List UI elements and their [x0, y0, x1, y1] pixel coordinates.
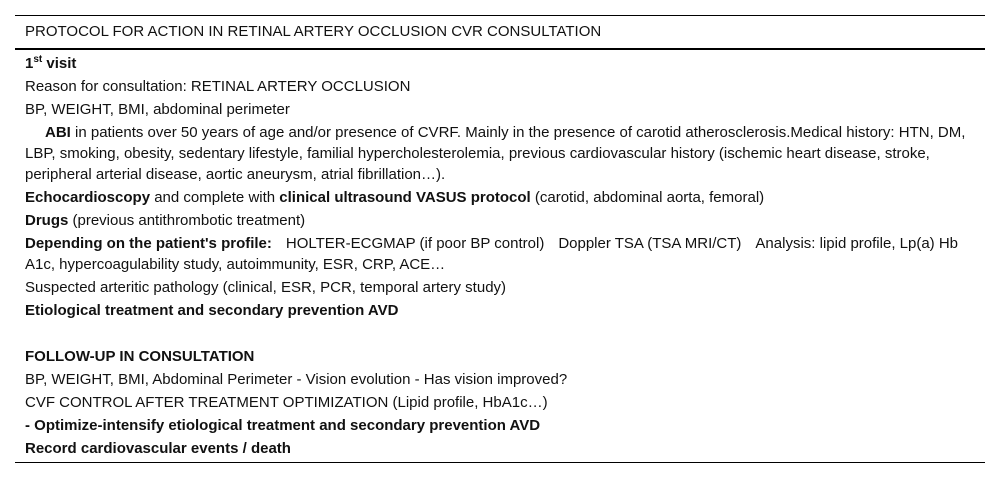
profile-label: Depending on the patient's profile: [25, 235, 272, 252]
table-title: PROTOCOL FOR ACTION IN RETINAL ARTERY OCCLUSION CVR CONSULTATION [25, 23, 602, 40]
echo-line: Echocardioscopy and complete with clinical ultrasound VASUS protocol (carotid, abdominal aorta, femoral) [25, 189, 765, 206]
bottom-rule [15, 462, 985, 463]
profile-item-holter: HOLTER-ECGMAP (if poor BP control) [285, 235, 545, 252]
record-events-line: Record cardiovascular events / death [25, 440, 291, 457]
section-spacer [25, 323, 975, 344]
profile-item-doppler: Doppler TSA (TSA MRI/CT) [558, 235, 742, 252]
cvf-control-line: CVF CONTROL AFTER TREATMENT OPTIMIZATION (Lipid profile, HbA1c…) [25, 394, 548, 411]
optimize-line: - Optimize-intensify etiological treatment and secondary prevention AVD [25, 417, 541, 434]
abi-text: in patients over 50 years of age and/or presence of CVRF. Mainly in the presence of carotid atherosclerosis.Medical history: HTN, DM, LBP, smoking, obesity, sedentary lifestyle, familial hypercholesterolemia, previous cardiovascular history (ischemic heart disease, stroke, peripheral arterial disease, aortic aneurysm, atrial fibrillation…). [25, 124, 966, 183]
abi-paragraph [25, 122, 975, 185]
first-visit-heading: 1st visit [25, 54, 77, 72]
protocol-table [15, 15, 985, 461]
follow-up-heading: FOLLOW-UP IN CONSULTATION [25, 348, 255, 365]
profile-paragraph [25, 233, 975, 275]
follow-up-vitals-line: BP, WEIGHT, BMI, Abdominal Perimeter - Vision evolution - Has vision improved? [25, 371, 568, 388]
arteritic-line: Suspected arteritic pathology (clinical, ESR, PCR, temporal artery study) [25, 279, 507, 296]
drugs-line: Drugs (previous antithrombotic treatment) [25, 212, 306, 229]
abi-label: ABI [45, 124, 71, 141]
profile-item-analysis: Analysis: lipid profile, Lp(a) Hb A1c, hypercoagulability study, autoimmunity, ESR, CRP, ACE… [25, 235, 959, 273]
vitals-line: BP, WEIGHT, BMI, abdominal perimeter [25, 101, 290, 118]
table-body [15, 50, 985, 459]
etiological-line: Etiological treatment and secondary prevention AVD [25, 302, 399, 319]
reason-line: Reason for consultation: RETINAL ARTERY OCCLUSION [25, 78, 411, 95]
